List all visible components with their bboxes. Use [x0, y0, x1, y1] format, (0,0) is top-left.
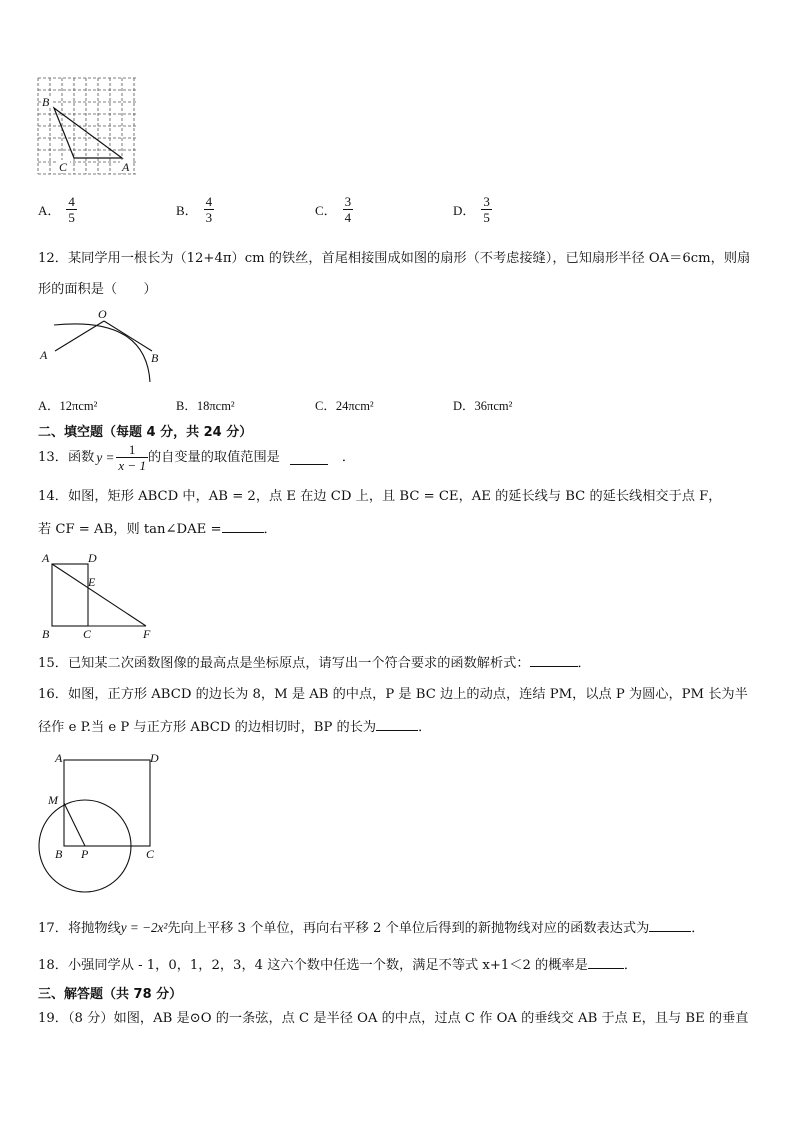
q14-rectangle — [52, 564, 88, 626]
q16-segment-pm — [64, 803, 85, 846]
q12-text-line2: 形的面积是（ ） — [38, 282, 157, 297]
q16-text-line2: 径作 e P.当 e P 与正方形 ABCD 的边相切时，BP 的长为 ． — [38, 720, 432, 735]
q18-answer-blank[interactable] — [588, 956, 624, 969]
q16-square-circle-figure — [36, 748, 172, 896]
q12-sector-figure — [36, 306, 176, 386]
q12-option-d: D．36πcm² — [453, 399, 513, 413]
q14-label-d: D — [88, 551, 97, 565]
q14-label-f: F — [143, 627, 151, 641]
q12-label-a: A — [40, 348, 48, 362]
q12-segment-oa — [55, 321, 104, 351]
section-answer-heading: 三、解答题（共 78 分） — [38, 987, 183, 1002]
q11-option-d: D． $\frac{3}{5}$ — [453, 194, 490, 225]
q16-label-c: C — [146, 847, 155, 861]
q16-label-b: B — [55, 847, 63, 861]
q11-label-c: C — [59, 160, 68, 174]
q11-option-a: A． $\frac{4}{5}$ — [38, 194, 75, 225]
q16-answer-blank[interactable] — [376, 718, 418, 731]
q19-text-line1: 19．（8 分）如图，AB 是⊙O 的一条弦，点 C 是半径 OA 的中点，过点 C 作 OA 的垂线交 AB 于点 E，且与 BE 的垂直 — [38, 1011, 749, 1026]
q12-option-c: C．24πcm² — [315, 399, 374, 413]
q11-label-b: B — [42, 95, 50, 109]
q16-label-m: M — [48, 793, 58, 807]
q14-label-c: C — [83, 627, 92, 641]
q16-square — [64, 760, 150, 846]
q11-option-c: C． $\frac{3}{4}$ — [315, 194, 352, 225]
q13-line: 13．函数 y = $\frac{1}{x - 1}$ 的自变量的取值范围是 ． — [38, 442, 356, 473]
q16-label-a: A — [55, 751, 63, 765]
section-fill-in-heading: 二、填空题（每题 4 分，共 24 分） — [38, 425, 253, 440]
q15-answer-blank[interactable] — [530, 654, 578, 667]
q14-text-line2: 若 CF = AB，则 tan∠DAE = ． — [38, 522, 277, 537]
q16-label-d: D — [150, 751, 159, 765]
q14-rectangle-figure — [36, 550, 160, 642]
q11-grid-figure — [36, 76, 140, 176]
q12-arc — [54, 324, 150, 382]
q14-label-b: B — [42, 627, 50, 641]
q12-label-o: O — [98, 307, 107, 321]
q16-label-p: P — [81, 847, 89, 861]
q13-answer-blank[interactable] — [290, 450, 328, 465]
q12-option-a: A．12πcm² — [38, 399, 98, 413]
q15-line: 15．已知某二次函数图像的最高点是坐标原点，请写出一个符合要求的函数解析式： ． — [38, 656, 591, 671]
q11-label-a: A — [122, 160, 130, 174]
q17-answer-blank[interactable] — [649, 919, 691, 932]
q14-text-line1: 14．如图，矩形 ABCD 中，AB = 2，点 E 在边 CD 上，且 BC = CE，AE 的延长线与 BC 的延长线相交于点 F， — [38, 489, 722, 504]
q11-option-b: B． $\frac{4}{3}$ — [176, 194, 213, 225]
q16-text-line1: 16．如图，正方形 ABCD 的边长为 8，M 是 AB 的中点，P 是 BC 边上的动点，连结 PM，以点 P 为圆心，PM 长为半 — [38, 687, 748, 702]
q14-answer-blank[interactable] — [222, 520, 264, 533]
q14-label-a: A — [42, 551, 50, 565]
q12-segment-ob — [104, 321, 152, 351]
q12-option-b: B．18πcm² — [176, 399, 235, 413]
q17-line: 17．将抛物线y = −2x²先向上平移 3 个单位，再向右平移 2 个单位后得到的新抛物线对应的函数表达式为 ． — [38, 920, 705, 936]
q11-triangle — [54, 108, 122, 158]
q14-label-e: E — [88, 575, 96, 589]
q14-line-af — [52, 564, 146, 626]
q18-line: 18．小强同学从 - 1，0，1，2，3，4 这六个数中任选一个数，满足不等式 x+1＜2 的概率是 ． — [38, 958, 637, 973]
q12-label-b: B — [151, 351, 159, 365]
q12-text-line1: 12．某同学用一根长为（12+4π）cm 的铁丝，首尾相接围成如图的扇形（不考虑接缝），已知扇形半径 OA＝6cm，则扇 — [38, 251, 751, 266]
